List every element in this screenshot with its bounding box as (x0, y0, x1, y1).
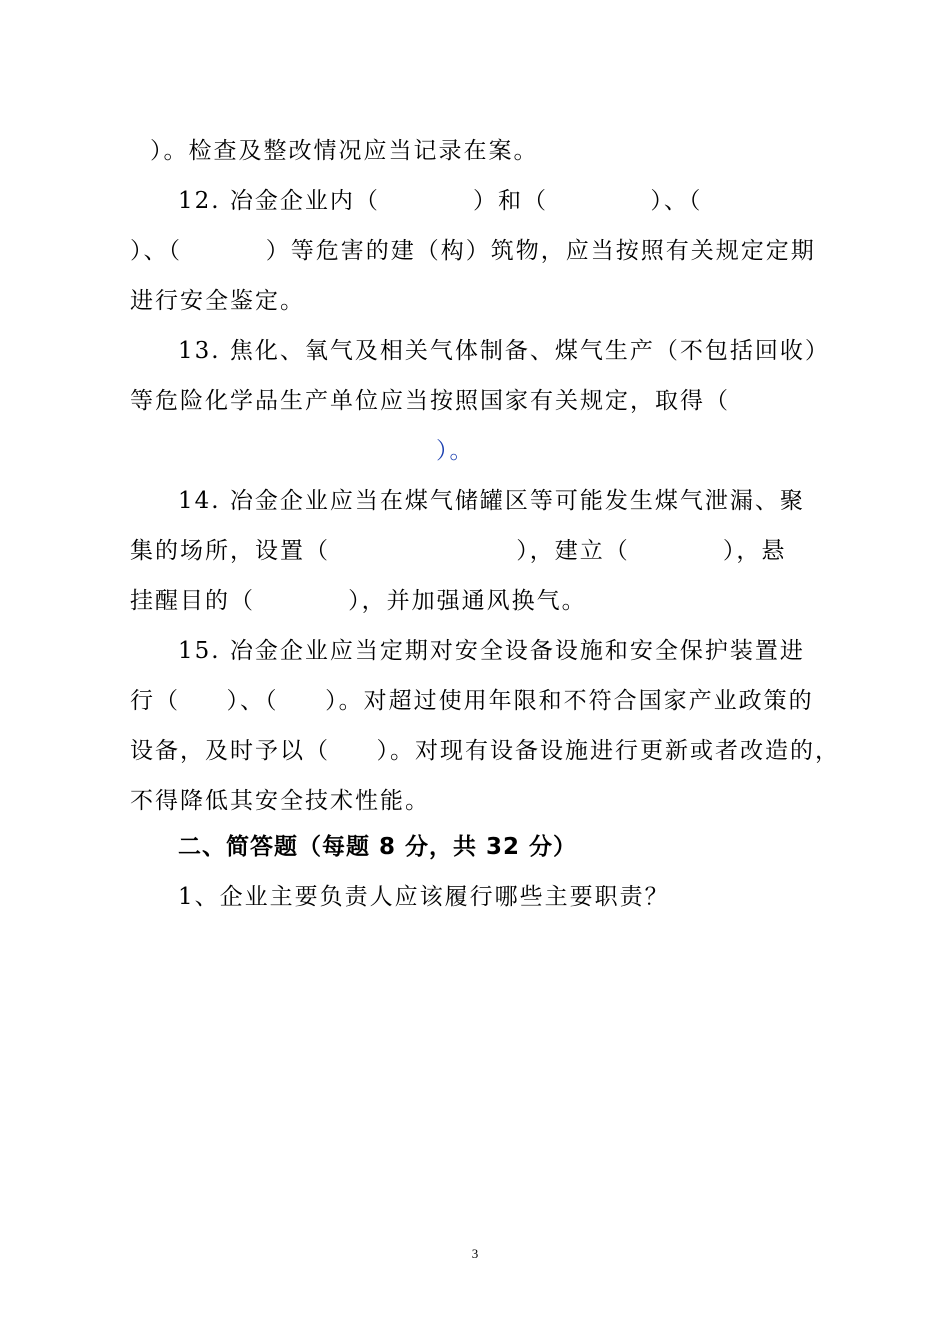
question-15-line-4: 不得降低其安全技术性能。 (130, 788, 430, 814)
question-13-line-3: ）。 (436, 438, 475, 464)
question-15-line-1: 15. 冶金企业应当定期对安全设备设施和安全保护装置进 (178, 638, 805, 664)
question-15-line-2: 行（ ）、（ ）。对超过使用年限和不符合国家产业政策的 (130, 688, 814, 714)
question-12-line-3: 进行安全鉴定。 (130, 288, 305, 314)
question-14-line-2: 集的场所，设置（ ），建立（ ），悬 (130, 538, 787, 564)
question-14-line-3: 挂醒目的（ ），并加强通风换气。 (130, 588, 587, 614)
question-14-line-1: 14. 冶金企业应当在煤气储罐区等可能发生煤气泄漏、聚 (178, 488, 805, 514)
page-number: 3 (471, 1246, 479, 1261)
question-12-line-1: 12. 冶金企业内（ ）和（ ）、（ (178, 188, 703, 214)
question-12-line-2: ）、（ ）等危害的建（构）筑物，应当按照有关规定定期 (130, 238, 816, 264)
question-15-line-3: 设备，及时予以（ ）。对现有设备设施进行更新或者改造的， (130, 738, 841, 764)
short-answer-question-1: 1、企业主要负责人应该履行哪些主要职责？ (178, 884, 670, 910)
question-13-line-1: 13. 焦化、氧气及相关气体制备、煤气生产（不包括回收） (178, 338, 830, 364)
section-heading: 二、简答题（每题 8 分，共 32 分） (178, 834, 578, 860)
text-line-1: ）。检查及整改情况应当记录在案。 (150, 138, 539, 164)
question-13-line-2: 等危险化学品生产单位应当按照国家有关规定，取得（ (130, 388, 730, 414)
